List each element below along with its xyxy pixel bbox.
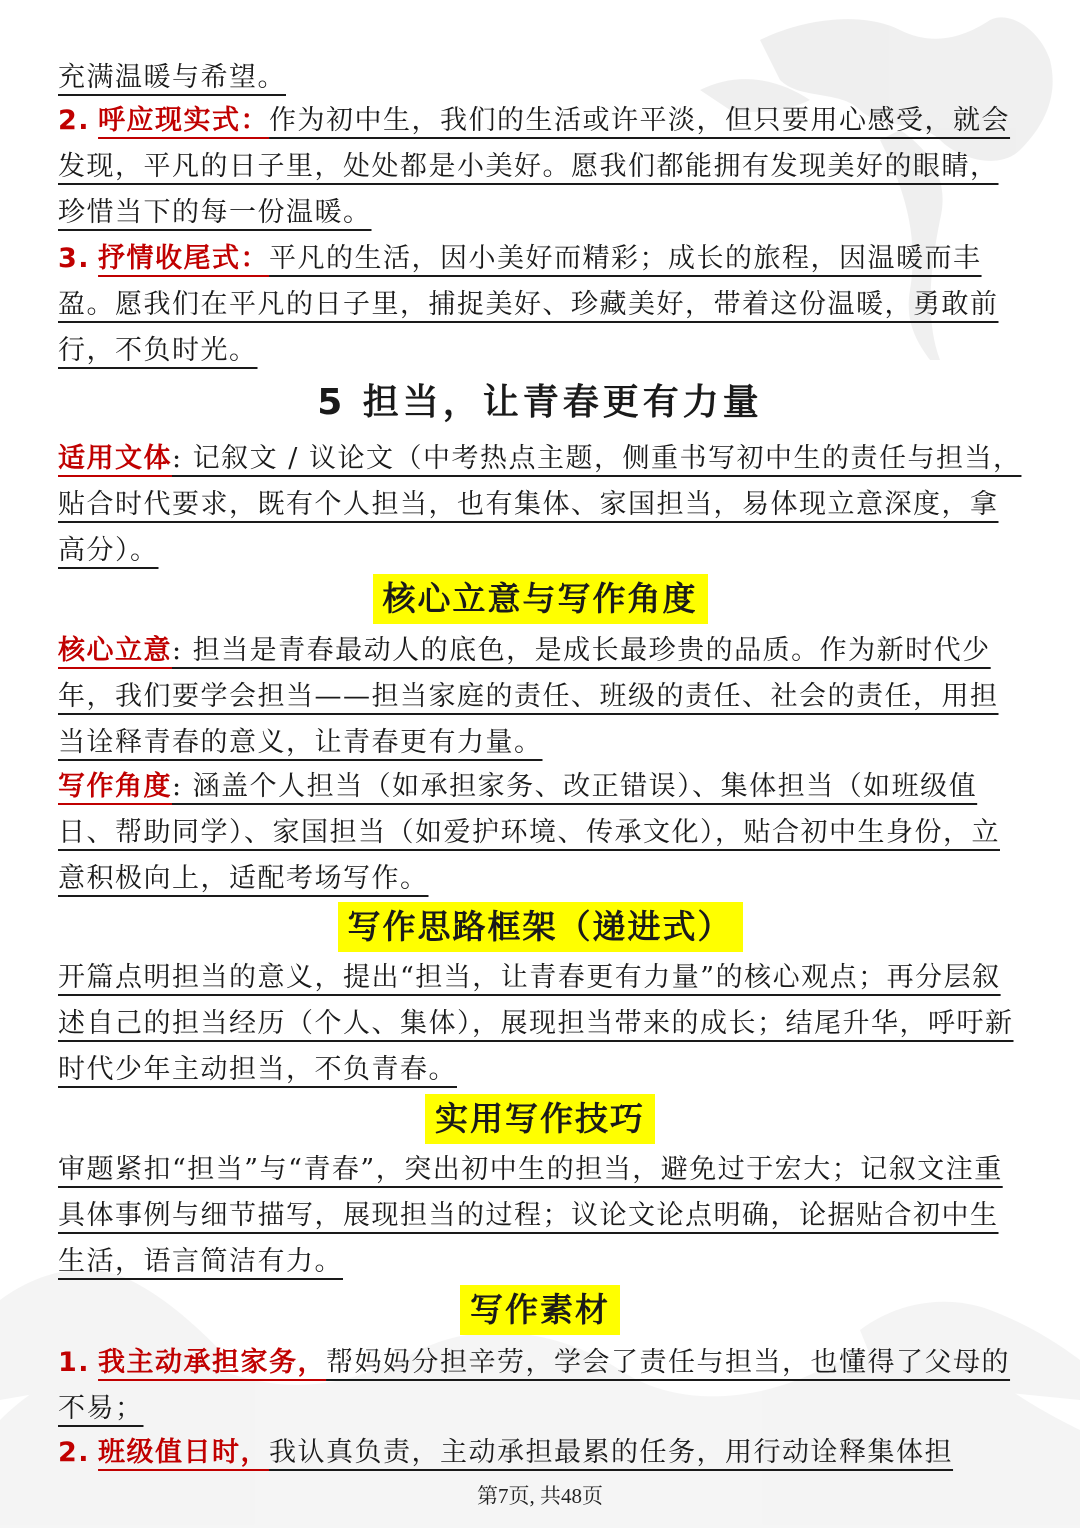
item-number: 1. (58, 1347, 91, 1378)
core-text: : 担当是青春最动人的底色，是成长最珍贵的品质。作为新时代少年，我们要学会担当——担当家庭的责任、班级的责任、社会的责任，用担当诠释青春的意义，让青春更有力量。 (58, 635, 999, 758)
genre-paragraph (58, 436, 1023, 574)
core-label: 核心立意 (58, 635, 172, 666)
page-number: 第7页, 共48页 (477, 1484, 603, 1508)
item-number: 2. (58, 1437, 91, 1468)
tips-heading (0, 1094, 1080, 1144)
ending-item-2 (58, 98, 1023, 236)
item-label: 抒情收尾式： (98, 243, 270, 274)
material-heading-text: 写作素材 (460, 1285, 620, 1335)
item-label: 呼应现实式： (98, 105, 270, 136)
material-heading (0, 1285, 1080, 1335)
item-text: 帮妈妈分担辛劳，学会了责任与担当，也懂得了父母的不易； (58, 1347, 1011, 1424)
item-text: 我认真负责，主动承担最累的任务，用行动诠释集体担 (269, 1437, 954, 1468)
frame-heading (0, 902, 1080, 952)
angle-text: : 涵盖个人担当（如承担家务、改正错误）、集体担当（如班级值日、帮助同学）、家国担当（如爱护环境、传承文化），贴合初中生身份，立意积极向上，适配考场写作。 (58, 771, 1000, 894)
item-text: 平凡的生活，因小美好而精彩；成长的旅程，因温暖而丰盈。愿我们在平凡的日子里，捕捉美好、珍藏美好，带着这份温暖，勇敢前行，不负时光。 (58, 243, 999, 366)
continued-text: 充满温暖与希望。 (58, 62, 286, 93)
angle-paragraph (58, 764, 1023, 902)
tips-heading-text: 实用写作技巧 (425, 1094, 655, 1144)
item-number: 2. (58, 105, 91, 136)
ending-item-3 (58, 236, 1023, 374)
angle-label: 写作角度 (58, 771, 172, 802)
core-heading-text: 核心立意与写作角度 (373, 574, 708, 624)
item-text: 作为初中生，我们的生活或许平淡，但只要用心感受，就会发现，平凡的日子里，处处都是小美好。愿我们都能拥有发现美好的眼睛，珍惜当下的每一份温暖。 (58, 105, 1011, 228)
item-label: 班级值日时， (98, 1437, 270, 1468)
item-number: 3. (58, 243, 91, 274)
material-item-2 (58, 1430, 1023, 1476)
item-label: 我主动承担家务， (98, 1347, 327, 1378)
genre-text: : 记叙文 / 议论文（中考热点主题，侧重书写初中生的责任与担当，贴合时代要求，既有个人担当，也有集体、家国担当，易体现立意深度，拿高分）。 (58, 443, 1022, 566)
core-heading (0, 574, 1080, 624)
frame-text: 开篇点明担当的意义，提出“担当，让青春更有力量”的核心观点；再分层叙述自己的担当经历（个人、集体），展现担当带来的成长；结尾升华，呼吁新时代少年主动担当，不负青春。 (58, 962, 1014, 1085)
section-title: 5 担当，让青春更有力量 (317, 382, 763, 423)
core-paragraph (58, 628, 1023, 766)
material-item-1 (58, 1340, 1023, 1432)
frame-paragraph (58, 955, 1023, 1093)
tips-paragraph (58, 1147, 1023, 1285)
continued-line (58, 55, 1023, 101)
frame-heading-text: 写作思路框架（递进式） (338, 902, 743, 952)
tips-text: 审题紧扣“担当”与“青春”，突出初中生的担当，避免过于宏大；记叙文注重具体事例与细节描写，展现担当的过程；议论文论点明确，论据贴合初中生生活，语言简洁有力。 (58, 1154, 1003, 1277)
genre-label: 适用文体 (58, 443, 172, 474)
